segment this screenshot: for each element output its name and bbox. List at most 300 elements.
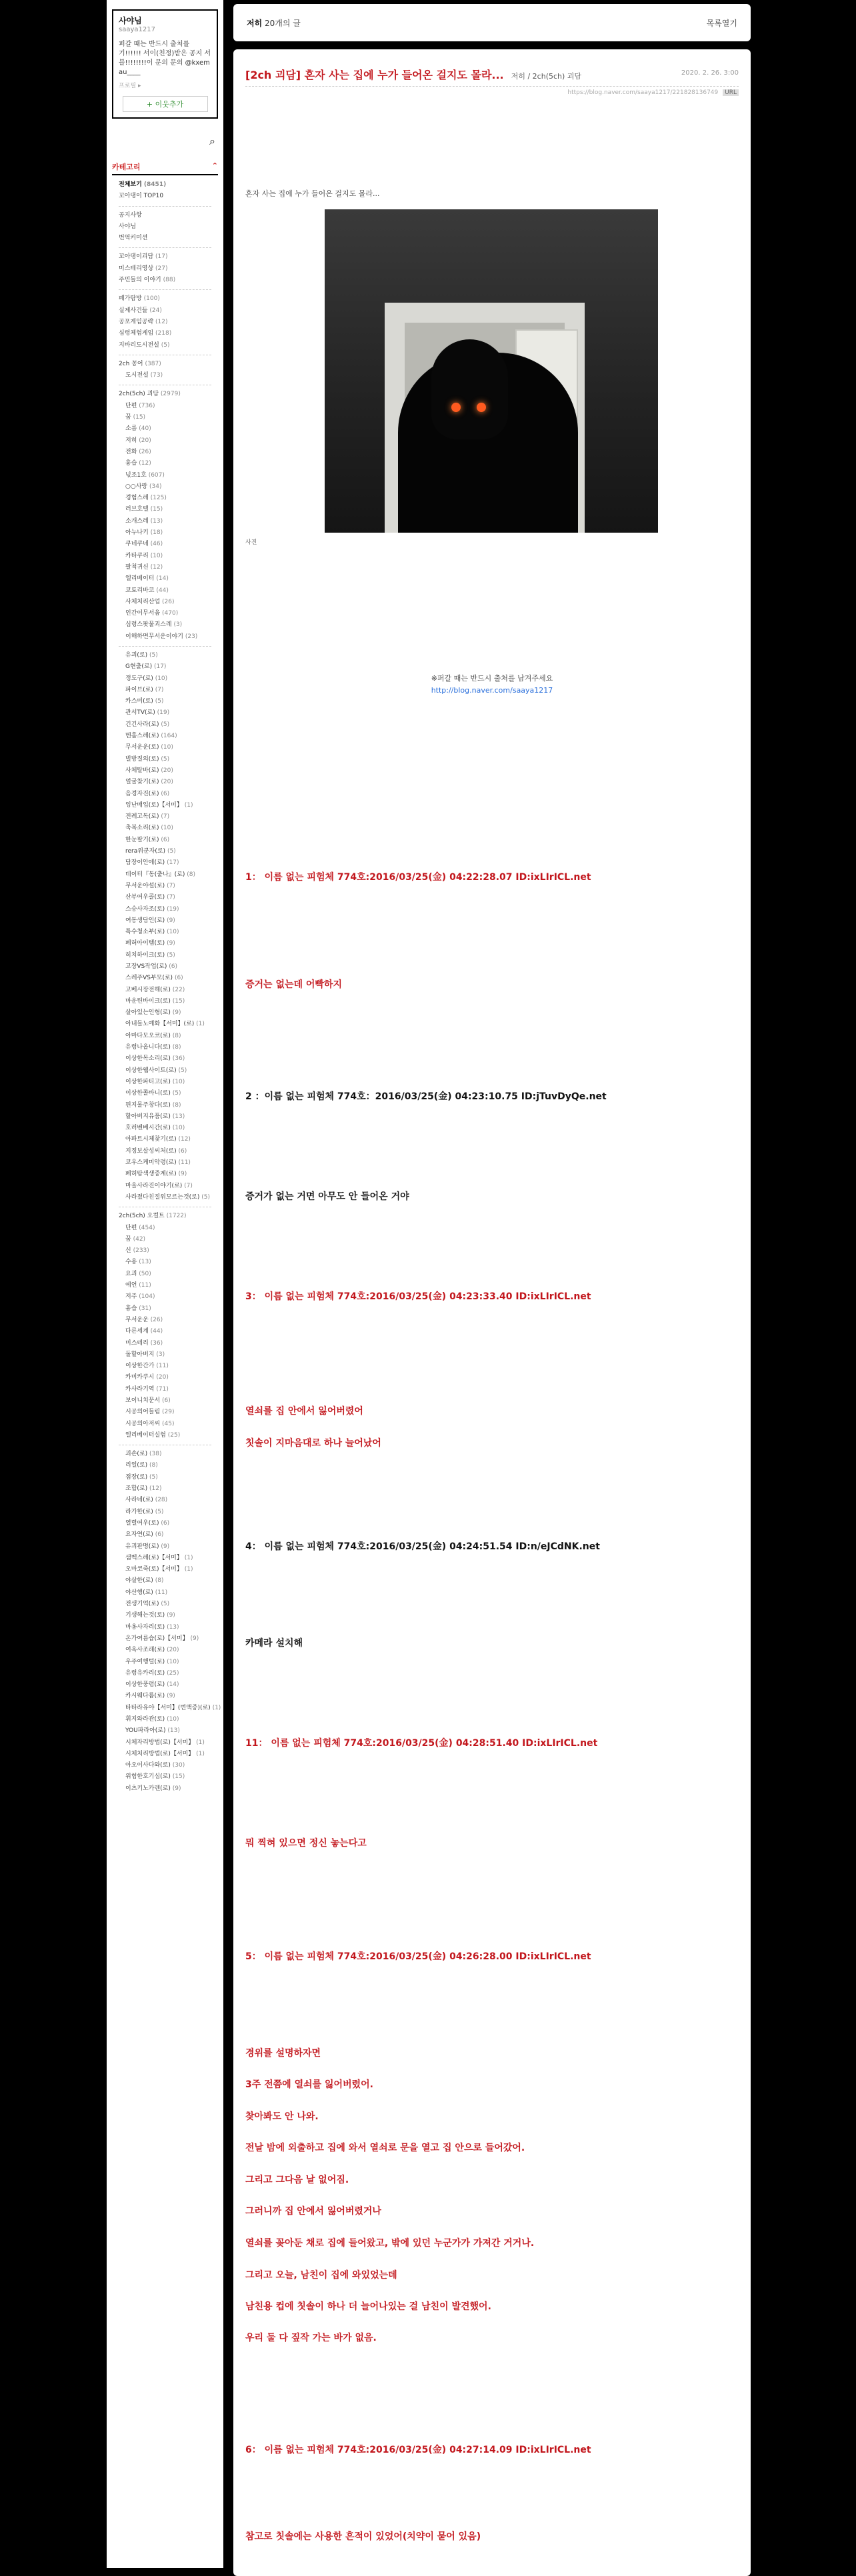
category-count: (11) — [156, 1363, 169, 1370]
category-item[interactable] — [112, 401, 218, 412]
category-count: (736) — [139, 402, 155, 409]
category-count: (6) — [161, 1519, 170, 1527]
category-label: 꼬아댕이괴담 — [119, 253, 154, 261]
category-label: 사라졌다친절위모르는것(로) — [125, 1193, 200, 1201]
category-label: 온가여름습(로)【서미】 — [125, 1635, 189, 1642]
category-count: (40) — [139, 425, 151, 433]
category-item[interactable] — [112, 527, 218, 539]
post-line: 경위를 설명하자면 — [245, 2048, 321, 2059]
category-count: (5) — [178, 1067, 187, 1074]
category-item[interactable] — [112, 1157, 218, 1169]
category-item[interactable] — [112, 359, 218, 370]
category-label: 히치하이크(로) — [125, 951, 165, 959]
category-item[interactable] — [112, 1280, 218, 1291]
category-item[interactable] — [112, 857, 218, 869]
category-label: 이츠키노카렌(로) — [125, 1785, 171, 1792]
category-item[interactable] — [112, 1610, 218, 1621]
category-count: (9) — [190, 1635, 199, 1642]
post-title[interactable]: [2ch 괴담] 혼자 사는 집에 누가 들어온 걸지도 몰라... — [245, 69, 504, 81]
category-count: (13) — [150, 517, 163, 525]
category-item[interactable] — [112, 1134, 218, 1145]
category-item[interactable] — [112, 619, 218, 631]
category-count: (44) — [156, 587, 169, 594]
category-count: (14) — [156, 575, 169, 583]
category-count: (470) — [162, 610, 179, 617]
category-item[interactable] — [112, 800, 218, 811]
category-label: 카스미(로) — [125, 698, 153, 705]
category-label: 아파트시체찾기(로) — [125, 1136, 177, 1143]
category-label: 지정보살성씨처(로) — [125, 1147, 177, 1155]
post-line: 전날 밤에 외출하고 집에 와서 열쇠로 문을 열고 집 안으로 들어갔어. — [245, 2143, 525, 2153]
category-item[interactable] — [112, 1192, 218, 1203]
category-item[interactable] — [112, 412, 218, 423]
category-item[interactable] — [112, 1065, 218, 1077]
category-item[interactable] — [112, 516, 218, 527]
category-item[interactable] — [112, 1599, 218, 1610]
category-item[interactable] — [112, 846, 218, 857]
post-header — [233, 49, 751, 96]
category-label: YOU파라아(로) — [125, 1727, 166, 1735]
category-item[interactable] — [112, 650, 218, 661]
category-item[interactable] — [112, 1338, 218, 1349]
category-label: 산부여우콜(로) — [125, 894, 165, 901]
category-count: (6) — [169, 963, 177, 970]
category-count: (8) — [149, 1462, 158, 1469]
category-label: 얼굴찾기(로) — [125, 779, 159, 786]
category-item[interactable] — [112, 504, 218, 515]
category-item[interactable] — [112, 1234, 218, 1245]
category-item[interactable] — [112, 961, 218, 973]
category-label: 열렬여우(로) — [125, 1519, 159, 1527]
category-count: (8) — [172, 1032, 181, 1039]
category-item[interactable] — [112, 328, 218, 339]
category-item[interactable] — [112, 458, 218, 469]
category-count: (13) — [139, 1259, 151, 1266]
category-count: (36) — [172, 1055, 185, 1063]
category-list — [112, 179, 221, 1795]
category-label: 우주여행털(로) — [125, 1658, 165, 1665]
category-count: (164) — [161, 733, 177, 740]
category-item[interactable] — [112, 777, 218, 788]
category-label: 할아버지유품(로) — [125, 1113, 171, 1120]
profile-nickname[interactable]: 사야님 — [119, 16, 142, 25]
category-item[interactable] — [112, 585, 218, 597]
category-label: 돌할아버지 — [125, 1351, 155, 1358]
category-label: 편지물주창다(로) — [125, 1101, 171, 1109]
post-category[interactable]: 저히 / 2ch(5ch) 괴담 — [511, 72, 582, 81]
category-count: (15) — [150, 506, 163, 513]
category-count: (25) — [167, 1669, 179, 1677]
category-count: (9) — [167, 917, 175, 924]
category-item[interactable] — [112, 1771, 218, 1783]
category-count: (44) — [150, 1328, 163, 1335]
category-item[interactable] — [112, 1725, 218, 1737]
category-count: (7) — [161, 813, 170, 821]
category-count: (24) — [149, 307, 162, 314]
category-item[interactable] — [112, 1419, 218, 1430]
category-item[interactable] — [112, 685, 218, 696]
category-label: 소름 — [125, 425, 137, 433]
category-item[interactable] — [112, 1472, 218, 1483]
category-item[interactable] — [112, 1269, 218, 1280]
category-item[interactable] — [112, 251, 218, 263]
category-item[interactable] — [112, 1315, 218, 1326]
category-count: (454) — [139, 1224, 155, 1231]
category-item[interactable] — [112, 1181, 218, 1192]
category-label: 페가탐방 — [119, 295, 142, 303]
category-item[interactable] — [112, 696, 218, 707]
category-count: (50) — [139, 1270, 151, 1277]
category-count: (1) — [196, 1021, 205, 1028]
category-label: 멘홀스레(로) — [125, 733, 159, 740]
category-label: 아내들노예화【서미】(로) — [125, 1021, 195, 1028]
category-item[interactable] — [112, 1529, 218, 1541]
category-label: 요괴 — [125, 1270, 137, 1277]
current-category[interactable]: 저히 — [247, 18, 263, 28]
post-count: 20개의 글 — [265, 18, 301, 28]
category-label: 여옥사조래(로) — [125, 1647, 165, 1654]
category-item[interactable] — [112, 539, 218, 550]
photo-eye-left — [451, 403, 461, 412]
category-item[interactable] — [112, 985, 218, 996]
category-item[interactable] — [112, 1384, 218, 1395]
search-icon[interactable]: ⌕ — [209, 135, 215, 147]
category-count: (5) — [149, 651, 158, 659]
profile-intro: 퍼갈 때는 반드시 출처를 기!!!!!! 서이(친정)받은 공지 서블!!!!!!!!이 문의 문의 @kxemau____ — [119, 41, 211, 76]
category-count: (10) — [167, 929, 179, 936]
category-item[interactable] — [112, 470, 218, 481]
category-item[interactable] — [112, 1088, 218, 1099]
category-item[interactable] — [112, 742, 218, 753]
category-label: 흉습 — [125, 1305, 137, 1312]
category-item[interactable] — [112, 1042, 218, 1053]
category-count: (14) — [167, 1681, 179, 1689]
category-label: 이상한파티고(로) — [125, 1078, 171, 1085]
category-item[interactable] — [112, 608, 218, 619]
category-item[interactable] — [112, 1483, 218, 1495]
category-count: (36) — [150, 1339, 163, 1347]
category-item[interactable] — [112, 892, 218, 903]
category-item[interactable] — [112, 1223, 218, 1234]
post-line: 3： 이름 없는 피험체 774호:2016/03/25(金) 04:23:33.40 ID:ixLIrICL.net — [245, 1291, 591, 1302]
category-item[interactable] — [112, 950, 218, 961]
category-count: (12) — [149, 1485, 162, 1493]
category-count: (3) — [173, 621, 183, 629]
category-count: (13) — [167, 1727, 180, 1735]
category-item[interactable] — [112, 221, 218, 233]
category-count: (13) — [167, 1623, 179, 1631]
category-item[interactable] — [112, 551, 218, 562]
category-item[interactable] — [112, 1657, 218, 1668]
category-count: (27) — [155, 265, 168, 272]
photo-caption: 사진 — [245, 539, 257, 546]
category-label: 고베시장전해(로) — [125, 986, 171, 993]
category-count: (5) — [161, 341, 170, 349]
category-item[interactable] — [112, 1460, 218, 1471]
category-item[interactable] — [112, 447, 218, 458]
category-item[interactable] — [112, 1349, 218, 1361]
add-neighbor-button[interactable]: + 이웃추가 — [123, 96, 208, 112]
category-item[interactable] — [112, 661, 218, 673]
category-count: (5) — [161, 721, 170, 728]
category-item[interactable] — [112, 1326, 218, 1337]
category-item[interactable] — [112, 1633, 218, 1645]
category-label: 긴긴사라(로) — [125, 721, 159, 728]
post-photo[interactable] — [325, 209, 658, 533]
category-count: (7) — [167, 894, 175, 901]
category-count: (29) — [162, 1409, 175, 1416]
category-label: 코토리바코 — [125, 587, 155, 594]
category-count: (387) — [145, 360, 161, 367]
profile-link[interactable]: 프로필 ▸ — [119, 83, 141, 89]
category-item[interactable] — [112, 1564, 218, 1575]
category-label: 다른세계 — [125, 1328, 149, 1335]
category-label: 폐허아이템(로) — [125, 940, 165, 947]
category-item[interactable] — [112, 631, 218, 643]
category-item[interactable] — [112, 1553, 218, 1564]
url-badge[interactable]: URL — [723, 89, 739, 96]
category-item[interactable] — [112, 1395, 218, 1407]
category-item[interactable] — [112, 1703, 221, 1714]
post-line: 남친용 컵에 칫솔이 하나 더 늘어나있는 걸 남친이 발견했어. — [245, 2301, 491, 2312]
category-label: 아마다모오코(로) — [125, 1032, 171, 1039]
category-item[interactable] — [112, 1257, 218, 1268]
category-item[interactable] — [112, 973, 218, 984]
category-label: 공포게임공략 — [119, 318, 154, 325]
category-label: 지바리도시전설 — [119, 341, 159, 349]
category-item[interactable] — [112, 275, 218, 286]
category-item[interactable] — [112, 1691, 218, 1702]
post-url[interactable] — [245, 89, 739, 96]
category-label: 사라네(로) — [125, 1497, 153, 1504]
category-item[interactable] — [112, 1372, 218, 1383]
category-item[interactable] — [112, 423, 218, 435]
category-item[interactable] — [112, 481, 218, 493]
category-item[interactable] — [112, 823, 218, 834]
notice-text: ※퍼갈 때는 반드시 출처를 남겨주세요 — [431, 674, 553, 683]
category-count: (15) — [172, 997, 185, 1005]
category-label: 수용 — [125, 1259, 137, 1266]
category-item[interactable] — [112, 210, 218, 221]
category-item[interactable] — [112, 1123, 218, 1134]
category-label: 카사라기역 — [125, 1385, 155, 1393]
category-item[interactable] — [112, 1100, 218, 1111]
category-item[interactable] — [112, 1449, 218, 1460]
category-item[interactable] — [112, 389, 218, 400]
category-item[interactable] — [112, 233, 218, 244]
category-item[interactable] — [112, 1679, 218, 1691]
category-count: (2979) — [160, 391, 181, 398]
category-item[interactable] — [112, 573, 218, 585]
category-label: 한눈팔기(로) — [125, 836, 159, 843]
category-item[interactable] — [112, 881, 218, 892]
category-count: (73) — [150, 372, 163, 379]
category-item[interactable] — [112, 597, 218, 608]
category-item[interactable] — [112, 1760, 218, 1771]
category-label: 전생기억(로) — [125, 1601, 159, 1608]
category-label: 2ch 꽁어 — [119, 360, 143, 367]
post-line: 열쇠를 꽂아둔 채로 집에 들어왔고, 밖에 있던 누군가가 가져간 거거나. — [245, 2238, 535, 2249]
category-item[interactable] — [112, 1361, 218, 1372]
category-item[interactable] — [112, 1077, 218, 1088]
post-line: 증거가 없는 거면 아무도 안 들어온 거야 — [245, 1191, 409, 1202]
category-item[interactable] — [112, 1495, 218, 1506]
category-count: (5) — [155, 1508, 164, 1515]
category-count: (22) — [172, 986, 185, 993]
category-item[interactable] — [112, 996, 218, 1007]
category-item[interactable] — [112, 370, 218, 381]
category-label: 저주 — [125, 1293, 137, 1301]
category-item[interactable] — [112, 1146, 218, 1157]
category-count: (100) — [143, 295, 160, 303]
category-label: 벌방질의(로) — [125, 755, 159, 763]
category-item[interactable] — [112, 915, 218, 927]
profile-blog-id: saaya1217 — [119, 26, 155, 33]
category-count: (31) — [139, 1305, 151, 1312]
post-line: 카메라 설치해 — [245, 1638, 303, 1649]
category-item[interactable] — [112, 1211, 218, 1222]
category-label: 전례고독(로) — [125, 813, 159, 821]
category-count: (7) — [167, 882, 175, 889]
category-label: 축복소리(로) — [125, 825, 159, 832]
category-item[interactable] — [112, 179, 218, 191]
category-count: (5) — [161, 755, 170, 763]
category-item[interactable] — [112, 731, 218, 742]
category-header[interactable] — [112, 161, 218, 175]
category-item[interactable] — [112, 1007, 218, 1019]
category-label: 넋조1호 — [125, 471, 147, 479]
post-list-bar — [233, 4, 751, 41]
category-count: (10) — [161, 825, 173, 832]
category-item[interactable] — [112, 305, 218, 317]
category-count: (15) — [172, 1773, 185, 1781]
category-label: 이상한풍렴(로) — [125, 1681, 165, 1689]
category-item[interactable] — [112, 263, 218, 275]
category-count: (5) — [149, 1473, 158, 1481]
category-label: 여동생담인(로) — [125, 917, 165, 924]
category-item[interactable] — [112, 1714, 218, 1725]
category-label: 시체자리방법(로)【서미】 — [125, 1739, 195, 1746]
category-item[interactable] — [112, 719, 218, 731]
category-count: (10) — [172, 1078, 185, 1085]
post-list-summary — [247, 17, 301, 29]
post-line: 뭐 찍혀 있으면 정신 놓는다고 — [245, 1838, 367, 1849]
category-item[interactable] — [112, 1291, 218, 1303]
category-item[interactable] — [112, 1541, 218, 1553]
category-item[interactable] — [112, 293, 218, 305]
category-count: (30) — [172, 1762, 185, 1769]
category-header-label: 카테고리 — [112, 163, 141, 171]
category-label: 사체처리산업 — [125, 598, 161, 605]
category-item[interactable] — [112, 1507, 218, 1518]
category-item[interactable] — [112, 435, 218, 447]
category-item[interactable] — [112, 1783, 218, 1795]
category-label: 스승사자조(로) — [125, 905, 165, 913]
category-count: (7) — [184, 1182, 193, 1189]
category-item[interactable] — [112, 1645, 218, 1656]
category-item[interactable] — [112, 1668, 218, 1679]
category-label: 신 — [125, 1247, 131, 1255]
category-item[interactable] — [112, 789, 218, 800]
category-count: (9) — [172, 1009, 181, 1017]
category-label: 호러벤베시간(로) — [125, 1125, 171, 1132]
category-item[interactable] — [112, 1053, 218, 1065]
post-url-text[interactable]: https://blog.naver.com/saaya1217/221828136749 — [567, 89, 719, 96]
category-count: (5) — [167, 848, 176, 855]
category-label: 무서운운 — [125, 1316, 149, 1323]
category-item[interactable] — [112, 835, 218, 846]
category-item[interactable] — [112, 1019, 218, 1030]
notice-link[interactable]: http://blog.naver.com/saaya1217 — [431, 686, 553, 695]
category-item[interactable] — [112, 1749, 218, 1760]
category-item[interactable] — [112, 562, 218, 573]
category-label: 음경자진(로) — [125, 790, 159, 797]
category-item[interactable] — [112, 340, 218, 351]
category-item[interactable] — [112, 191, 218, 202]
category-label: 심령스팟물괴스레 — [125, 621, 172, 629]
category-label: 관서TV(로) — [125, 709, 155, 717]
category-item[interactable] — [112, 707, 218, 719]
category-separator — [119, 289, 211, 290]
category-item[interactable] — [112, 1622, 218, 1633]
category-count: (5) — [172, 1090, 181, 1097]
category-item[interactable] — [112, 1031, 218, 1042]
category-label: 마운틴바이크(로) — [125, 997, 171, 1005]
category-item[interactable] — [112, 938, 218, 949]
open-list-button[interactable]: 목록열기 — [706, 18, 737, 28]
category-item[interactable] — [112, 811, 218, 823]
post-line: 그러니까 집 안에서 잃어버렸거나 — [245, 2206, 381, 2217]
category-item[interactable] — [112, 1303, 218, 1315]
category-item[interactable] — [112, 673, 218, 685]
category-label: 살아있는인형(로) — [125, 1009, 171, 1017]
category-item[interactable] — [112, 904, 218, 915]
post-line: 참고로 칫솔에는 사용한 흔적이 있었어(치약이 묻어 있음) — [245, 2531, 481, 2542]
category-item[interactable] — [112, 927, 218, 938]
category-item[interactable] — [112, 1111, 218, 1123]
category-item[interactable] — [112, 1518, 218, 1529]
category-item[interactable] — [112, 1575, 218, 1587]
category-label: 시체처리방법(로)【서미】 — [125, 1750, 195, 1757]
category-item[interactable] — [112, 754, 218, 765]
category-item[interactable] — [112, 1245, 218, 1257]
category-count: (125) — [150, 495, 167, 502]
category-label: 점장(로) — [125, 1473, 148, 1481]
category-item[interactable] — [112, 317, 218, 328]
category-label: 꿈 — [125, 414, 131, 421]
category-item[interactable] — [112, 1430, 218, 1441]
category-item[interactable] — [112, 869, 218, 881]
category-count: (8) — [155, 1577, 164, 1585]
post-line: 11： 이름 없는 피험체 774호:2016/03/25(金) 04:28:51.40 ID:ixLIrICL.net — [245, 1738, 598, 1749]
category-item[interactable] — [112, 1407, 218, 1418]
category-count: (3) — [156, 1351, 165, 1358]
category-item[interactable] — [112, 1169, 218, 1180]
category-label: 쿠네쿠네 — [125, 541, 149, 548]
sidebar-search[interactable] — [112, 135, 218, 149]
category-label: 꿈 — [125, 1235, 131, 1243]
category-label: 팔척귀신 — [125, 563, 149, 571]
category-item[interactable] — [112, 1737, 218, 1749]
category-label: 소개스레 — [125, 517, 149, 525]
category-item[interactable] — [112, 1587, 218, 1599]
chevron-up-icon[interactable]: ⌃ — [211, 161, 218, 170]
category-item[interactable] — [112, 765, 218, 777]
category-item[interactable] — [112, 493, 218, 504]
category-label: 라가한(로) — [125, 1508, 153, 1515]
category-count: (10) — [167, 1716, 179, 1723]
category-count: (20) — [167, 1647, 179, 1654]
